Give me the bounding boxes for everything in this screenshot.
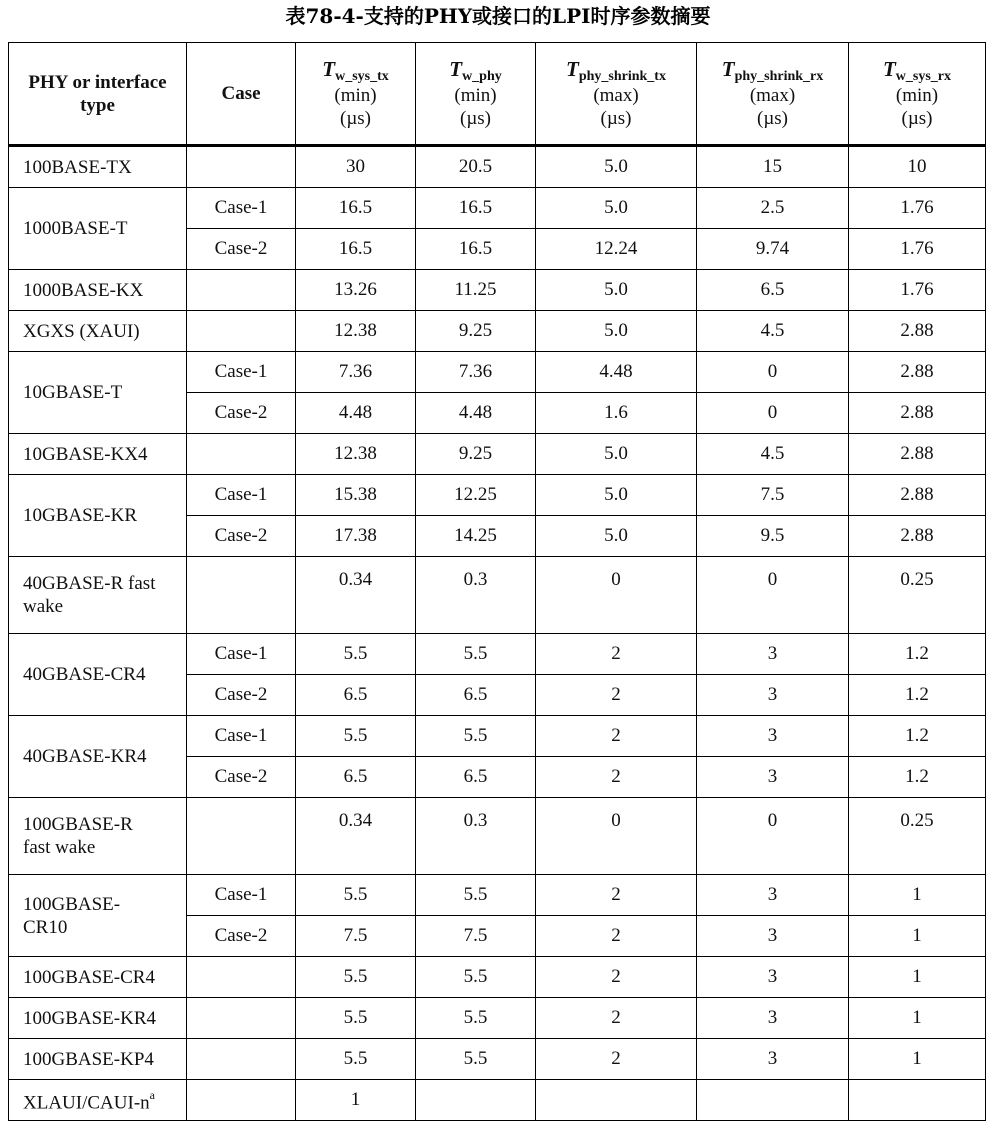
case-cell: Case-1 bbox=[187, 188, 296, 229]
table-row bbox=[9, 352, 986, 393]
value-cell: 5.0 bbox=[536, 188, 697, 229]
case-cell bbox=[187, 146, 296, 188]
phy-type-cell: 100BASE-TX bbox=[9, 146, 187, 188]
footnote-marker: a bbox=[149, 1087, 155, 1102]
tw-sys-rx-bound: (min) bbox=[895, 84, 939, 106]
value-cell: 1.76 bbox=[849, 229, 986, 270]
case-cell: Case-2 bbox=[187, 675, 296, 716]
value-cell: 17.38 bbox=[296, 516, 416, 557]
value-cell: 1 bbox=[296, 1080, 416, 1121]
value-cell: 5.5 bbox=[296, 875, 416, 916]
value-cell: 1 bbox=[849, 957, 986, 998]
value-cell: 2 bbox=[536, 875, 697, 916]
case-cell bbox=[187, 311, 296, 352]
value-cell: 5.5 bbox=[416, 875, 536, 916]
value-cell: 5.0 bbox=[536, 270, 697, 311]
value-cell: 5.5 bbox=[416, 1039, 536, 1080]
case-cell bbox=[187, 957, 296, 998]
value-cell: 0 bbox=[697, 352, 849, 393]
table-row bbox=[9, 270, 986, 311]
value-cell: 1.2 bbox=[849, 757, 986, 798]
value-cell: 3 bbox=[697, 998, 849, 1039]
value-cell: 2.88 bbox=[849, 352, 986, 393]
value-cell: 4.5 bbox=[697, 434, 849, 475]
tw-phy-bound: (min) bbox=[454, 84, 497, 106]
tphy-shrink-rx-unit: (µs) bbox=[757, 107, 788, 129]
value-cell: 2 bbox=[536, 757, 697, 798]
table-row bbox=[9, 311, 986, 352]
value-cell: 5.0 bbox=[536, 516, 697, 557]
case-cell bbox=[187, 798, 296, 875]
phy-type-cell: 10GBASE-T bbox=[9, 352, 187, 434]
value-cell: 0 bbox=[697, 798, 849, 875]
value-cell: 14.25 bbox=[416, 516, 536, 557]
tw-sys-tx-symbol: T bbox=[322, 56, 336, 81]
value-cell: 1 bbox=[849, 1039, 986, 1080]
table-row bbox=[9, 557, 986, 634]
value-cell: 5.5 bbox=[296, 1039, 416, 1080]
value-cell bbox=[416, 1080, 536, 1121]
phy-type-cell: 100GBASE-CR4 bbox=[9, 957, 187, 998]
table-row bbox=[9, 475, 986, 516]
value-cell: 0.34 bbox=[296, 557, 416, 634]
tw-sys-tx-bound: (min) bbox=[334, 84, 377, 106]
value-cell: 2 bbox=[536, 716, 697, 757]
value-cell: 12.38 bbox=[296, 311, 416, 352]
phy-type-cell: XGXS (XAUI) bbox=[9, 311, 187, 352]
value-cell: 0.25 bbox=[849, 798, 986, 875]
phy-type-cell: 10GBASE-KR bbox=[9, 475, 187, 557]
value-cell bbox=[849, 1080, 986, 1121]
case-cell bbox=[187, 434, 296, 475]
phy-type-text: XLAUI/CAUI-n bbox=[23, 1092, 150, 1114]
value-cell: 5.5 bbox=[296, 957, 416, 998]
tw-phy-unit: (µs) bbox=[460, 107, 491, 129]
value-cell: 2.88 bbox=[849, 516, 986, 557]
value-cell: 16.5 bbox=[296, 229, 416, 270]
table-row bbox=[9, 875, 986, 916]
table-row bbox=[9, 434, 986, 475]
tw-phy-subscript: w_phy bbox=[462, 68, 502, 84]
value-cell: 5.5 bbox=[296, 998, 416, 1039]
value-cell: 1 bbox=[849, 916, 986, 957]
phy-type-line1: 40GBASE-R fast bbox=[23, 573, 156, 594]
phy-type-cell: 40GBASE-CR4 bbox=[9, 634, 187, 716]
value-cell: 0.25 bbox=[849, 557, 986, 634]
table-row bbox=[9, 998, 986, 1039]
value-cell: 7.36 bbox=[296, 352, 416, 393]
value-cell: 0 bbox=[697, 557, 849, 634]
phy-type-header bbox=[9, 43, 187, 146]
value-cell: 3 bbox=[697, 916, 849, 957]
phy-type-cell: 10GBASE-KX4 bbox=[9, 434, 187, 475]
phy-type-cell: 1000BASE-KX bbox=[9, 270, 187, 311]
case-cell: Case-1 bbox=[187, 875, 296, 916]
value-cell: 6.5 bbox=[296, 675, 416, 716]
phy-type-header-line1: PHY or interface bbox=[28, 71, 167, 93]
value-cell: 9.25 bbox=[416, 434, 536, 475]
value-cell: 0.3 bbox=[416, 798, 536, 875]
value-cell: 3 bbox=[697, 675, 849, 716]
value-cell: 3 bbox=[697, 757, 849, 798]
phy-type-line2: wake bbox=[23, 596, 64, 617]
value-cell: 13.26 bbox=[296, 270, 416, 311]
value-cell: 16.5 bbox=[416, 188, 536, 229]
value-cell: 2.5 bbox=[697, 188, 849, 229]
value-cell: 5.5 bbox=[416, 998, 536, 1039]
tphy-shrink-rx-subscript: phy_shrink_rx bbox=[734, 68, 824, 84]
tw-phy-symbol: T bbox=[449, 56, 463, 81]
table-row bbox=[9, 1080, 986, 1121]
value-cell: 0 bbox=[536, 557, 697, 634]
value-cell: 30 bbox=[296, 146, 416, 188]
value-cell: 1.2 bbox=[849, 675, 986, 716]
value-cell: 4.48 bbox=[296, 393, 416, 434]
value-cell: 15.38 bbox=[296, 475, 416, 516]
value-cell: 12.38 bbox=[296, 434, 416, 475]
phy-type-cell: 100GBASE-KR4 bbox=[9, 998, 187, 1039]
value-cell: 3 bbox=[697, 716, 849, 757]
value-cell: 20.5 bbox=[416, 146, 536, 188]
value-cell: 3 bbox=[697, 875, 849, 916]
tw-sys-rx-unit: (µs) bbox=[901, 107, 933, 129]
table-row bbox=[9, 188, 986, 229]
value-cell: 9.25 bbox=[416, 311, 536, 352]
value-cell: 12.25 bbox=[416, 475, 536, 516]
tphy-shrink-tx-header bbox=[536, 43, 697, 146]
value-cell: 0 bbox=[536, 798, 697, 875]
case-cell: Case-2 bbox=[187, 393, 296, 434]
value-cell: 1.2 bbox=[849, 634, 986, 675]
value-cell: 16.5 bbox=[416, 229, 536, 270]
tphy-shrink-tx-unit: (µs) bbox=[600, 107, 632, 129]
case-cell: Case-1 bbox=[187, 634, 296, 675]
phy-type-line1: 100GBASE- bbox=[23, 893, 121, 915]
tphy-shrink-rx-symbol: T bbox=[721, 56, 735, 81]
table-row bbox=[9, 798, 986, 875]
value-cell: 1.76 bbox=[849, 188, 986, 229]
phy-type-cell: 40GBASE-KR4 bbox=[9, 716, 187, 798]
case-cell: Case-2 bbox=[187, 916, 296, 957]
value-cell: 16.5 bbox=[296, 188, 416, 229]
case-cell: Case-2 bbox=[187, 757, 296, 798]
value-cell: 2 bbox=[536, 916, 697, 957]
tw-sys-rx-header bbox=[849, 43, 986, 146]
header-row bbox=[9, 43, 986, 146]
lpi-timing-table bbox=[8, 42, 986, 1121]
value-cell: 5.0 bbox=[536, 146, 697, 188]
tw-sys-tx-unit: (µs) bbox=[340, 107, 371, 129]
case-cell bbox=[187, 557, 296, 634]
value-cell: 5.0 bbox=[536, 311, 697, 352]
value-cell: 6.5 bbox=[416, 757, 536, 798]
value-cell bbox=[536, 1080, 697, 1121]
case-cell: Case-1 bbox=[187, 352, 296, 393]
value-cell: 7.5 bbox=[296, 916, 416, 957]
table-caption: 表78-4-支持的PHY或接口的LPI时序参数摘要 bbox=[285, 4, 711, 28]
value-cell: 2 bbox=[536, 675, 697, 716]
case-cell bbox=[187, 1080, 296, 1121]
case-cell: Case-1 bbox=[187, 475, 296, 516]
value-cell: 3 bbox=[697, 1039, 849, 1080]
tphy-shrink-tx-bound: (max) bbox=[593, 84, 639, 106]
value-cell: 5.5 bbox=[296, 634, 416, 675]
tw-sys-tx-subscript: w_sys_tx bbox=[335, 68, 389, 84]
value-cell: 2 bbox=[536, 957, 697, 998]
value-cell: 5.5 bbox=[416, 634, 536, 675]
phy-type-cell bbox=[9, 557, 187, 634]
value-cell: 11.25 bbox=[416, 270, 536, 311]
case-cell bbox=[187, 998, 296, 1039]
value-cell: 3 bbox=[697, 634, 849, 675]
tphy-shrink-rx-bound: (max) bbox=[749, 84, 796, 106]
value-cell: 5.5 bbox=[416, 957, 536, 998]
phy-type-line2: CR10 bbox=[23, 916, 68, 938]
value-cell: 4.5 bbox=[697, 311, 849, 352]
phy-type-cell bbox=[9, 798, 187, 875]
value-cell: 1 bbox=[849, 998, 986, 1039]
value-cell: 5.5 bbox=[416, 716, 536, 757]
tphy-shrink-rx-header bbox=[697, 43, 849, 146]
phy-type-line2: fast wake bbox=[23, 837, 96, 858]
value-cell: 1.6 bbox=[536, 393, 697, 434]
case-cell: Case-1 bbox=[187, 716, 296, 757]
table-row bbox=[9, 634, 986, 675]
value-cell: 4.48 bbox=[416, 393, 536, 434]
value-cell: 2 bbox=[536, 1039, 697, 1080]
value-cell: 3 bbox=[697, 957, 849, 998]
value-cell bbox=[697, 1080, 849, 1121]
phy-type-cell: 100GBASE-KP4 bbox=[9, 1039, 187, 1080]
value-cell: 2.88 bbox=[849, 434, 986, 475]
tphy-shrink-tx-subscript: phy_shrink_tx bbox=[578, 68, 666, 84]
value-cell: 5.0 bbox=[536, 434, 697, 475]
value-cell: 9.5 bbox=[697, 516, 849, 557]
value-cell: 9.74 bbox=[697, 229, 849, 270]
value-cell: 10 bbox=[849, 146, 986, 188]
value-cell: 6.5 bbox=[697, 270, 849, 311]
value-cell: 6.5 bbox=[416, 675, 536, 716]
value-cell: 2 bbox=[536, 634, 697, 675]
value-cell: 2.88 bbox=[849, 475, 986, 516]
value-cell: 0 bbox=[697, 393, 849, 434]
value-cell: 1.2 bbox=[849, 716, 986, 757]
case-cell bbox=[187, 1039, 296, 1080]
value-cell: 1.76 bbox=[849, 270, 986, 311]
value-cell: 0.34 bbox=[296, 798, 416, 875]
case-cell: Case-2 bbox=[187, 516, 296, 557]
table-row bbox=[9, 957, 986, 998]
value-cell: 5.5 bbox=[296, 716, 416, 757]
case-header: Case bbox=[187, 43, 296, 146]
value-cell: 2.88 bbox=[849, 393, 986, 434]
phy-type-cell bbox=[9, 1080, 187, 1121]
table-row bbox=[9, 716, 986, 757]
value-cell: 7.5 bbox=[697, 475, 849, 516]
tw-phy-header bbox=[416, 43, 536, 146]
value-cell: 7.36 bbox=[416, 352, 536, 393]
tw-sys-rx-subscript: w_sys_rx bbox=[895, 68, 952, 84]
case-cell bbox=[187, 270, 296, 311]
value-cell: 15 bbox=[697, 146, 849, 188]
value-cell: 7.5 bbox=[416, 916, 536, 957]
tw-sys-tx-header bbox=[296, 43, 416, 146]
phy-type-cell: 1000BASE-T bbox=[9, 188, 187, 270]
tw-sys-rx-symbol: T bbox=[882, 56, 896, 81]
value-cell: 4.48 bbox=[536, 352, 697, 393]
table-row bbox=[9, 146, 986, 188]
phy-type-header-line2: type bbox=[80, 94, 115, 116]
tphy-shrink-tx-symbol: T bbox=[566, 56, 579, 81]
value-cell: 5.0 bbox=[536, 475, 697, 516]
value-cell: 6.5 bbox=[296, 757, 416, 798]
table-row bbox=[9, 1039, 986, 1080]
case-cell: Case-2 bbox=[187, 229, 296, 270]
value-cell: 2 bbox=[536, 998, 697, 1039]
value-cell: 2.88 bbox=[849, 311, 986, 352]
value-cell: 0.3 bbox=[416, 557, 536, 634]
phy-type-line1: 100GBASE-R bbox=[23, 814, 133, 835]
phy-type-cell bbox=[9, 875, 187, 957]
value-cell: 12.24 bbox=[536, 229, 697, 270]
value-cell: 1 bbox=[849, 875, 986, 916]
